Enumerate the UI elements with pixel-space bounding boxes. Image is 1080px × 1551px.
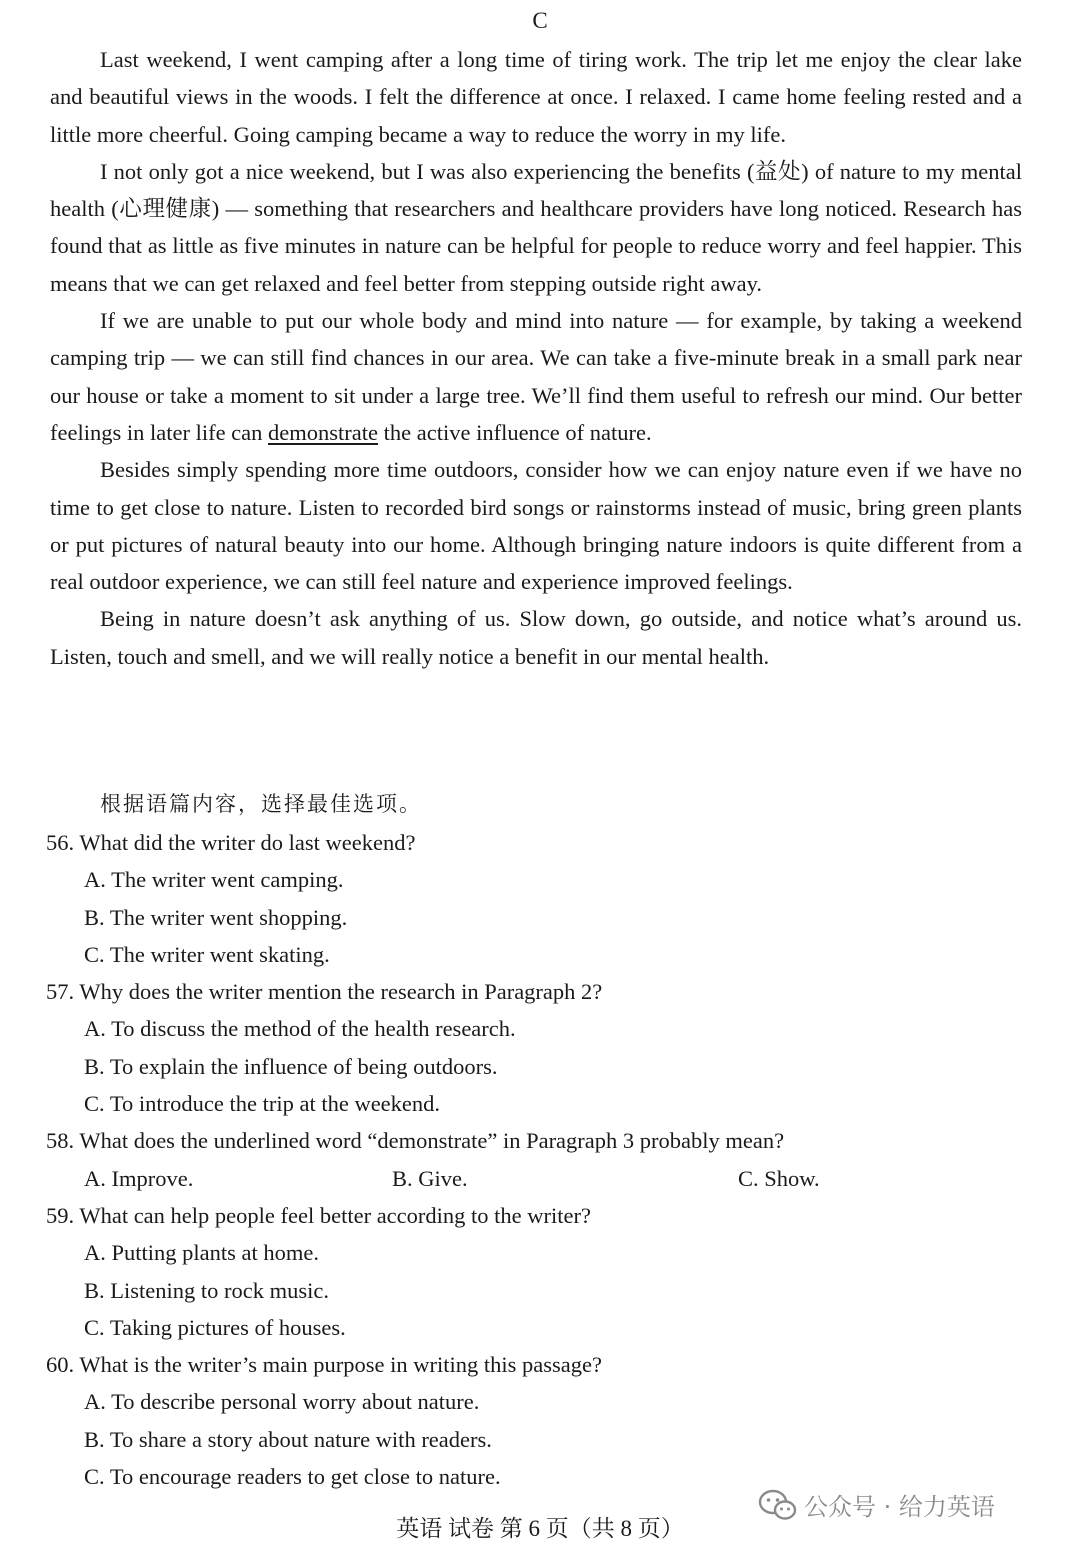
option-c: C. To encourage readers to get close to nature. bbox=[84, 1464, 501, 1490]
question-57 bbox=[46, 973, 1026, 1122]
option-a: A. Putting plants at home. bbox=[84, 1240, 319, 1266]
option-b: B. Listening to rock music. bbox=[84, 1277, 329, 1303]
questions-list bbox=[46, 824, 1026, 1495]
option-c: C. Taking pictures of houses. bbox=[84, 1314, 346, 1340]
underlined-word: demonstrate bbox=[268, 419, 378, 445]
option-b: B. The writer went shopping. bbox=[84, 904, 348, 930]
paragraph-3-text-start: If we are unable to put our whole body and mind into nature — for example, by taking a weekend camping trip — we can still find chances in our area. We can take a five-minute break in a small park near our house or take a moment to sit under a large tree. We’ll find them useful to refresh our mind. Our better feelings in later life can bbox=[50, 308, 1022, 445]
option-a: A. Improve. bbox=[84, 1165, 194, 1191]
option-b: B. Give. bbox=[392, 1165, 468, 1191]
watermark-text: 公众号 · 给力英语 bbox=[804, 1493, 995, 1521]
section-title: C bbox=[532, 8, 548, 33]
question-stem: 56. What did the writer do last weekend? bbox=[46, 830, 416, 855]
paragraph-5: Being in nature doesn’t ask anything of us. Slow down, go outside, and notice what’s around us. Listen, touch and smell, and we will really notice a benefit in our mental health. bbox=[50, 606, 1022, 669]
question-60 bbox=[46, 1346, 1026, 1495]
paragraph-2: I not only got a nice weekend, but I was also experiencing the benefits (益处) of nature to my mental health (心理健康) — something that researchers and healthcare providers have long noticed. Research has found that as little as five minutes in nature can be helpful for people to reduce worry and feel happier. This means that we can get relaxed and feel better from stepping outside right away. bbox=[50, 158, 1022, 296]
question-stem: 58. What does the underlined word “demonstrate” in Paragraph 3 probably mean? bbox=[46, 1128, 785, 1154]
paragraph-1: Last weekend, I went camping after a long time of tiring work. The trip let me enjoy the clear lake and beautiful views in the woods. I felt the difference at once. I relaxed. I came home feeling rested and a little more cheerful. Going camping became a way to reduce the worry in my life. bbox=[50, 47, 1022, 147]
option-c: C. The writer went skating. bbox=[84, 941, 330, 967]
page-footer: 英语 试卷 第 6 页（共 8 页） bbox=[396, 1516, 684, 1541]
option-a: A. To describe personal worry about nature. bbox=[84, 1389, 480, 1415]
question-stem: 60. What is the writer’s main purpose in writing this passage? bbox=[46, 1352, 602, 1378]
question-56 bbox=[46, 824, 1026, 973]
option-a: A. To discuss the method of the health research. bbox=[84, 1016, 516, 1042]
question-59 bbox=[46, 1197, 1026, 1346]
question-58 bbox=[46, 1122, 1026, 1197]
option-c: C. Show. bbox=[738, 1165, 820, 1191]
reading-passage bbox=[50, 41, 1022, 675]
option-c: C. To introduce the trip at the weekend. bbox=[84, 1091, 441, 1117]
options-row bbox=[46, 1160, 1026, 1197]
question-stem: 59. What can help people feel better according to the writer? bbox=[46, 1202, 591, 1228]
paragraph-4: Besides simply spending more time outdoors, consider how we can enjoy nature even if we have no time to get close to nature. Listen to recorded bird songs or rainstorms instead of music, bring green plants or put pictures of natural beauty into our home. Although bringing nature indoors is quite different from a real outdoor experience, we can still feel nature and experience improved feelings. bbox=[50, 457, 1022, 595]
paragraph-3-text-end: the active influence of nature. bbox=[378, 419, 652, 445]
option-b: B. To explain the influence of being outdoors. bbox=[84, 1053, 498, 1079]
paragraph-3 bbox=[50, 302, 1022, 451]
option-a: A. The writer went camping. bbox=[84, 867, 344, 893]
instruction: 根据语篇内容，选择最佳选项。 bbox=[100, 792, 422, 816]
option-b: B. To share a story about nature with readers. bbox=[84, 1426, 492, 1452]
question-stem: 57. Why does the writer mention the research in Paragraph 2? bbox=[46, 979, 603, 1005]
